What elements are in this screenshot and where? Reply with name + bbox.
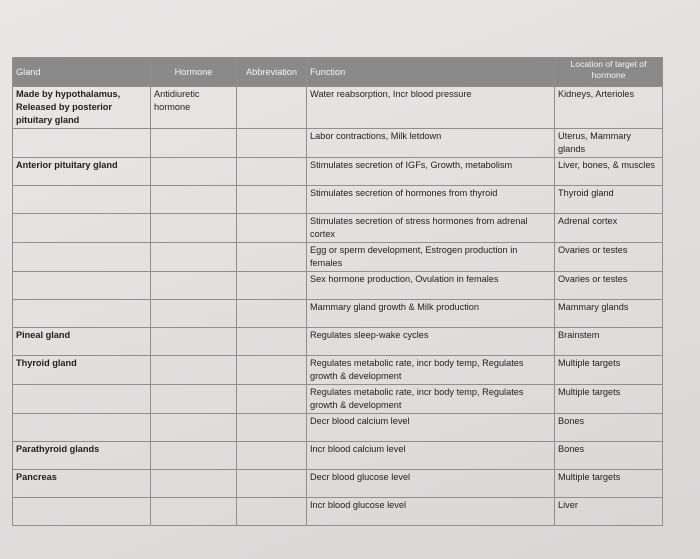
function-cell: Incr blood glucose level (307, 498, 555, 526)
abbreviation-cell (237, 87, 307, 129)
header-location: Location of target of hormone (555, 58, 663, 87)
hormone-cell (151, 328, 237, 356)
hormone-cell (151, 129, 237, 158)
hormone-cell (151, 300, 237, 328)
gland-cell: Pineal gland (13, 328, 151, 356)
gland-cell: Anterior pituitary gland (13, 158, 151, 186)
gland-cell: Made by hypothalamus, Released by posterior pituitary gland (13, 87, 151, 129)
abbreviation-cell (237, 470, 307, 498)
gland-cell (13, 300, 151, 328)
table-row (13, 498, 663, 526)
hormone-cell (151, 498, 237, 526)
function-cell: Regulates sleep-wake cycles (307, 328, 555, 356)
hormone-cell (151, 272, 237, 300)
abbreviation-cell (237, 328, 307, 356)
hormone-cell (151, 186, 237, 214)
table-row (13, 186, 663, 214)
function-cell: Decr blood calcium level (307, 414, 555, 442)
abbreviation-cell (237, 158, 307, 186)
hormone-cell (151, 158, 237, 186)
function-cell: Regulates metabolic rate, incr body temp, Regulates growth & development (307, 356, 555, 385)
function-cell: Sex hormone production, Ovulation in females (307, 272, 555, 300)
gland-cell: Pancreas (13, 470, 151, 498)
hormone-cell (151, 243, 237, 272)
target-cell: Multiple targets (555, 385, 663, 414)
target-cell: Bones (555, 414, 663, 442)
target-cell: Bones (555, 442, 663, 470)
target-cell: Ovaries or testes (555, 272, 663, 300)
function-cell: Regulates metabolic rate, incr body temp, Regulates growth & development (307, 385, 555, 414)
gland-cell (13, 129, 151, 158)
header-abbreviation: Abbreviation (237, 58, 307, 87)
hormone-cell: Antidiuretic hormone (151, 87, 237, 129)
target-cell: Liver, bones, & muscles (555, 158, 663, 186)
table-row (13, 385, 663, 414)
gland-cell (13, 186, 151, 214)
target-cell: Liver (555, 498, 663, 526)
abbreviation-cell (237, 272, 307, 300)
target-cell: Ovaries or testes (555, 243, 663, 272)
table-row (13, 158, 663, 186)
table-row (13, 300, 663, 328)
hormone-cell (151, 356, 237, 385)
table-row (13, 129, 663, 158)
abbreviation-cell (237, 414, 307, 442)
function-cell: Decr blood glucose level (307, 470, 555, 498)
abbreviation-cell (237, 498, 307, 526)
abbreviation-cell (237, 442, 307, 470)
gland-cell (13, 414, 151, 442)
gland-cell (13, 214, 151, 243)
abbreviation-cell (237, 129, 307, 158)
gland-cell: Parathyroid glands (13, 442, 151, 470)
header-hormone: Hormone (151, 58, 237, 87)
abbreviation-cell (237, 385, 307, 414)
function-cell: Incr blood calcium level (307, 442, 555, 470)
abbreviation-cell (237, 356, 307, 385)
function-cell: Stimulates secretion of IGFs, Growth, metabolism (307, 158, 555, 186)
abbreviation-cell (237, 300, 307, 328)
target-cell: Kidneys, Arterioles (555, 87, 663, 129)
header-gland: Gland (13, 58, 151, 87)
target-cell: Multiple targets (555, 470, 663, 498)
function-cell: Mammary gland growth & Milk production (307, 300, 555, 328)
hormone-cell (151, 385, 237, 414)
table-row (13, 414, 663, 442)
gland-cell (13, 498, 151, 526)
table-row (13, 470, 663, 498)
target-cell: Brainstem (555, 328, 663, 356)
table-row (13, 214, 663, 243)
abbreviation-cell (237, 214, 307, 243)
hormone-cell (151, 214, 237, 243)
target-cell: Uterus, Mammary glands (555, 129, 663, 158)
hormone-cell (151, 442, 237, 470)
function-cell: Water reabsorption, Incr blood pressure (307, 87, 555, 129)
abbreviation-cell (237, 243, 307, 272)
gland-cell (13, 272, 151, 300)
header-function: Function (307, 58, 555, 87)
table-row (13, 328, 663, 356)
gland-cell (13, 385, 151, 414)
table-row (13, 243, 663, 272)
function-cell: Stimulates secretion of stress hormones from adrenal cortex (307, 214, 555, 243)
target-cell: Multiple targets (555, 356, 663, 385)
target-cell: Mammary glands (555, 300, 663, 328)
function-cell: Labor contractions, Milk letdown (307, 129, 555, 158)
target-cell: Adrenal cortex (555, 214, 663, 243)
function-cell: Egg or sperm development, Estrogen production in females (307, 243, 555, 272)
table-row (13, 442, 663, 470)
table-row (13, 356, 663, 385)
hormone-cell (151, 414, 237, 442)
header-row (13, 58, 663, 87)
table-row (13, 87, 663, 129)
abbreviation-cell (237, 186, 307, 214)
endocrine-table (12, 57, 663, 526)
function-cell: Stimulates secretion of hormones from thyroid (307, 186, 555, 214)
gland-cell: Thyroid gland (13, 356, 151, 385)
hormone-cell (151, 470, 237, 498)
gland-cell (13, 243, 151, 272)
target-cell: Thyroid gland (555, 186, 663, 214)
table-row (13, 272, 663, 300)
